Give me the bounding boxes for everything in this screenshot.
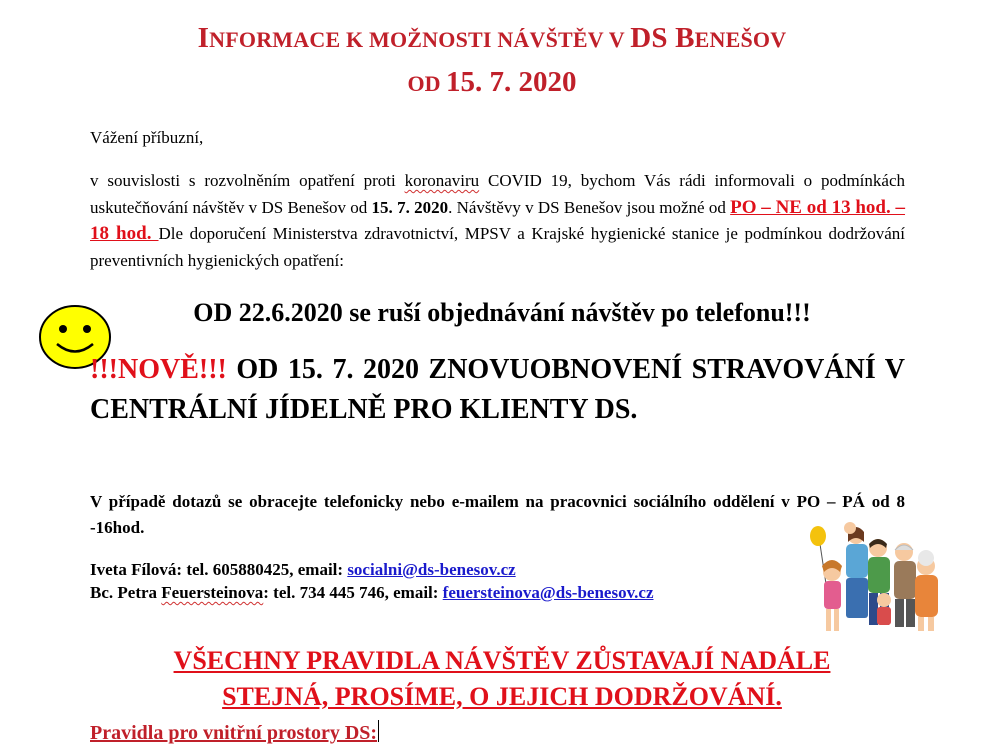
para-date: 15. 7. 2020 (371, 197, 449, 217)
para-text-4: Dle doporučení Ministerstva zdravotnictví, MPSV a Krajské hygienické stanice je podmínkou dodržování preventivních hygienických opatření: (90, 224, 905, 270)
headline-notice: OD 22.6.2020 se ruší objednávání návštěv po telefonu!!! (193, 298, 811, 327)
intro-paragraph (90, 168, 905, 274)
person2-text: : tel. 734 445 746, email: (263, 583, 443, 602)
contact-person-2 (90, 581, 654, 604)
spellcheck-word: koronaviru (404, 171, 480, 190)
contact-list (90, 558, 654, 604)
rules-line-1: VŠECHNY PRAVIDLA NÁVŠTĚV ZŮSTAVAJÍ NADÁLE (173, 646, 831, 675)
title-text: NFORMACE K MOŽNOSTI NÁVŠTĚV V (209, 27, 631, 52)
person2-email-link[interactable]: feuersteinova@ds-benesov.cz (442, 583, 654, 602)
document-title (0, 22, 984, 55)
title-enesov: ENEŠOV (694, 27, 787, 52)
person1-email-link[interactable]: socialni@ds-benesov.cz (347, 560, 516, 579)
document-subtitle (0, 66, 984, 99)
rules-line-2: STEJNÁ, PROSÍME, O JEJICH DODRŽOVÁNÍ. (222, 682, 782, 711)
para-text-3: . Návštěvy v DS Benešov jsou možné od (448, 197, 731, 217)
para-text-2: COVID 19, bychom Vás rádi informovali o podmínkách uskutečňování návštěv v DS Benešov od (90, 171, 905, 217)
para-text-1: v souvislosti s rozvolněním opatření proti (90, 171, 405, 190)
text-cursor (378, 720, 379, 742)
new-dining-notice (90, 350, 905, 430)
rules-subheading (90, 720, 379, 745)
contact-person-1 (90, 558, 654, 581)
title-initial: I (197, 22, 210, 54)
person2-name: Feuersteinova (161, 583, 264, 602)
visiting-hours: PO – NE od 13 hod. – 18 hod. (90, 196, 906, 244)
subtitle-date: 15. 7. 2020 (446, 66, 577, 98)
person1-text: Iveta Fílová: tel. 605880425, email: (90, 560, 348, 579)
subtitle-od: OD (407, 71, 446, 96)
family-illustration (806, 514, 942, 640)
person2-prefix: Bc. Petra (90, 583, 162, 602)
title-ds-b: DS B (630, 22, 695, 54)
rules-subheading-text: Pravidla pro vnitřní prostory DS: (90, 722, 378, 744)
rules-notice (10, 643, 984, 715)
greeting: Vážení příbuzní, (90, 128, 204, 147)
contact-info: V případě dotazů se obracejte telefonicky nebo e-mailem na pracovnici sociálního oddělení v PO – PÁ od 8 -16hod. (90, 492, 905, 537)
new-label: !!!NOVĚ!!! (90, 354, 227, 385)
new-text: OD 15. 7. 2020 ZNOVUOBNOVENÍ STRAVOVÁNÍ V CENTRÁLNÍ JÍDELNĚ PRO KLIENTY DS. (90, 354, 905, 425)
